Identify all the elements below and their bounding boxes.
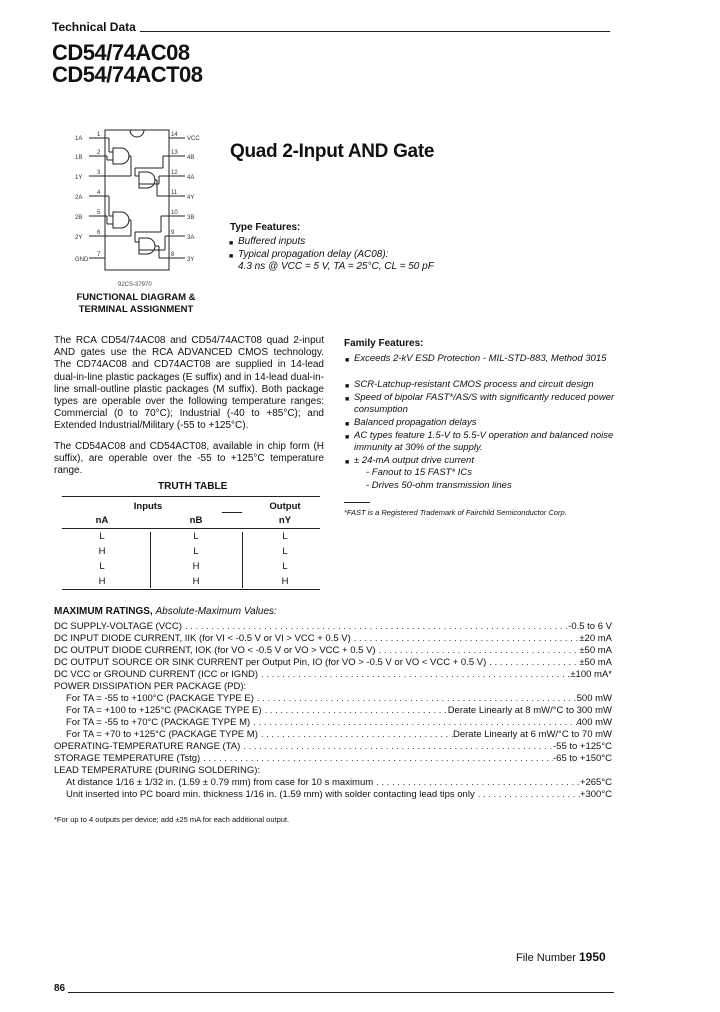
rating-label: STORAGE TEMPERATURE (Tstg) xyxy=(54,753,201,764)
file-number-value: 1950 xyxy=(578,950,606,964)
rating-label: DC VCC or GROUND CURRENT (ICC or IGND) xyxy=(54,669,259,680)
rating-row xyxy=(66,729,612,740)
rating-value: ±100 mA* xyxy=(570,669,612,680)
type-feature-item: ■ Buffered inputs xyxy=(238,235,305,248)
rating-value: -65 to +150°C xyxy=(553,753,612,764)
truth-table-cell: H xyxy=(192,561,200,572)
page-number: 86 xyxy=(54,983,66,994)
pin-number-left: 4 xyxy=(97,190,101,196)
family-sub-item: - Drives 50-ohm transmission lines xyxy=(366,480,512,491)
rating-label: For TA = -55 to +100°C (PACKAGE TYPE E) xyxy=(66,693,254,704)
rating-row xyxy=(66,693,612,704)
truth-table-cell: H xyxy=(192,576,200,587)
rating-value: 500 mW xyxy=(576,693,612,704)
truth-table-cell: L xyxy=(282,531,288,542)
truth-table-cell: H xyxy=(281,576,289,587)
description-para: The RCA CD54/74AC08 and CD54/74ACT08 quad 2-input AND gates use the RCA ADVANCED CMOS technology. The CD74AC08 and CD74ACT08 are supplied in 14-lead dual-in-line plastic packages (E suffix) and in 14-lead dual-in-line small-outline plastic packages (M suffix). Both package types are operable over the following temperature ranges: Commercial (0 to 70°C); Industrial (-40 to +85°C); and Extended Industrial/Military (-55 to +125°C). xyxy=(54,335,324,432)
pin-label-left: GND xyxy=(75,257,89,263)
rating-value: -0.5 to 6 V xyxy=(568,621,612,632)
pin-number-left: 6 xyxy=(97,230,101,236)
rating-label: POWER DISSIPATION PER PACKAGE (PD): xyxy=(54,681,247,692)
rating-label: For TA = +100 to +125°C (PACKAGE TYPE E) xyxy=(66,705,262,716)
rating-label: OPERATING-TEMPERATURE RANGE (TA) xyxy=(54,741,241,752)
truth-table-col-header: nB xyxy=(189,515,203,526)
truth-table-col-header: nY xyxy=(278,515,292,526)
family-feature-item: ■ Speed of bipolar FAST*/AS/S with significantly reduced power consumption xyxy=(354,392,634,415)
pin-label-right: VCC xyxy=(187,136,200,142)
header-rule xyxy=(140,31,610,32)
table-rule xyxy=(62,528,320,529)
pin-label-right: 4B xyxy=(187,155,195,161)
pin-label-right: 3B xyxy=(187,215,195,221)
pin-label-right: 4Y xyxy=(187,195,195,201)
rating-row xyxy=(54,621,612,632)
rating-label: For TA = +70 to +125°C (PACKAGE TYPE M) xyxy=(66,729,258,740)
and-gate-2 xyxy=(105,196,131,236)
rating-value: Derate Linearly at 8 mW/°C to 300 mW xyxy=(447,705,612,716)
ratings-footnote: *For up to 4 outputs per device; add ±25 mA for each additional output. xyxy=(54,815,290,824)
truth-table-cell: L xyxy=(193,531,199,542)
pin-number-right: 13 xyxy=(171,150,178,156)
pin-number-left: 2 xyxy=(97,150,101,156)
rating-row xyxy=(54,753,612,764)
part-number-2: CD54/74ACT08 xyxy=(52,62,203,87)
rating-value: Derate Linearly at 6 mW/°C to 70 mW xyxy=(452,729,612,740)
part-number-1: CD54/74AC08 xyxy=(52,40,190,65)
diagram-code: 92CS-37970 xyxy=(118,282,152,288)
pin-label-left: 2A xyxy=(75,195,83,201)
truth-table-group-header: Inputs xyxy=(133,501,163,512)
rating-row xyxy=(66,789,612,800)
functional-diagram xyxy=(75,128,205,283)
truth-table-cell: L xyxy=(193,546,199,557)
truth-table-group-header: Output xyxy=(269,501,301,512)
max-ratings-heading: MAXIMUM RATINGS, xyxy=(54,606,153,617)
rating-label: DC OUTPUT SOURCE OR SINK CURRENT per Output Pin, IO (for VO > -0.5 V or VO < VCC + 0.5 V) xyxy=(54,657,487,668)
rating-row xyxy=(54,669,612,680)
type-feature-detail: 4.3 ns @ VCC = 5 V, TA = 25°C, CL = 50 pF xyxy=(238,261,434,272)
pin-label-right: 4A xyxy=(187,175,195,181)
pin-label-left: 1B xyxy=(75,155,83,161)
file-number xyxy=(516,950,606,964)
rating-row xyxy=(66,717,612,728)
table-divider xyxy=(242,532,243,588)
pin-label-left: 1A xyxy=(75,136,83,142)
rating-label: LEAD TEMPERATURE (DURING SOLDERING): xyxy=(54,765,261,776)
rating-label: DC SUPPLY-VOLTAGE (VCC) xyxy=(54,621,182,632)
family-sub-item: - Fanout to 15 FAST* ICs xyxy=(366,467,472,478)
rating-value: ±50 mA xyxy=(579,645,612,656)
rating-value: -55 to +125°C xyxy=(553,741,612,752)
family-feature-item: ■ SCR-Latchup-resistant CMOS process and circuit design xyxy=(354,379,634,391)
rating-value: +300°C xyxy=(579,789,612,800)
pin-label-left: 2B xyxy=(75,215,83,221)
pin-number-left: 1 xyxy=(97,132,101,138)
family-feature-item: ■ AC types feature 1.5-V to 5.5-V operation and balanced noise immunity at 30% of the supply. xyxy=(354,430,634,453)
and-gate-3 xyxy=(135,156,169,196)
truth-table-title: TRUTH TABLE xyxy=(158,481,228,492)
trademark-note: *FAST is a Registered Trademark of Fairchild Semiconductor Corp. xyxy=(344,508,567,517)
family-features-title: Family Features: xyxy=(344,338,424,349)
pin-number-left: 3 xyxy=(97,170,101,176)
type-features-title: Type Features: xyxy=(230,222,301,233)
table-rule xyxy=(62,589,320,590)
rating-label: DC INPUT DIODE CURRENT, IIK (for VI < -0.5 V or VI > VCC + 0.5 V) xyxy=(54,633,351,644)
max-ratings-subtitle: Absolute-Maximum Values: xyxy=(155,606,277,617)
truth-table-cell: L xyxy=(282,546,288,557)
diagram-caption-line: TERMINAL ASSIGNMENT xyxy=(78,304,194,315)
page-title: Quad 2-Input AND Gate xyxy=(230,141,435,162)
max-ratings-title xyxy=(54,606,277,617)
rating-row xyxy=(54,657,612,668)
section-label: Technical Data xyxy=(52,20,136,34)
pin-number-right: 12 xyxy=(171,170,178,176)
pin-label-left: 1Y xyxy=(75,175,83,181)
rating-row xyxy=(54,741,612,752)
truth-table-cell: L xyxy=(99,531,105,542)
pin-label-left: 2Y xyxy=(75,235,83,241)
truth-table-cell: H xyxy=(98,546,106,557)
pin-number-left: 5 xyxy=(97,210,101,216)
rating-value: 400 mW xyxy=(576,717,612,728)
truth-table-cell: H xyxy=(98,576,106,587)
family-feature-item: ■ Exceeds 2-kV ESD Protection - MIL-STD-883, Method 3015 xyxy=(354,353,634,365)
footnote-rule xyxy=(344,502,370,503)
truth-table-cell: L xyxy=(282,561,288,572)
and-gate-1 xyxy=(105,138,131,176)
truth-table-col-header: nA xyxy=(95,515,109,526)
file-number-label: File Number xyxy=(516,952,576,964)
pin-number-right: 8 xyxy=(171,252,175,258)
family-feature-item: ■ ± 24-mA output drive current xyxy=(354,455,634,467)
rating-value: ±20 mA xyxy=(579,633,612,644)
pin-number-right: 14 xyxy=(171,132,178,138)
and-gate-4 xyxy=(135,216,169,258)
diagram-caption xyxy=(66,292,206,316)
rating-value: +265°C xyxy=(579,777,612,788)
rating-label: DC OUTPUT DIODE CURRENT, IOK (for VO < -0.5 V or VO > VCC + 0.5 V) xyxy=(54,645,376,656)
rating-label: For TA = -55 to +70°C (PACKAGE TYPE M) xyxy=(66,717,251,728)
table-rule xyxy=(62,496,320,497)
rating-row xyxy=(54,681,612,692)
truth-table-cell: L xyxy=(99,561,105,572)
footer-rule xyxy=(68,992,614,993)
rating-label: At distance 1/16 ± 1/32 in. (1.59 ± 0.79 mm) from case for 10 s maximum xyxy=(66,777,374,788)
pin-label-right: 3A xyxy=(187,235,195,241)
pin-number-right: 11 xyxy=(171,190,178,196)
pin-number-right: 10 xyxy=(171,210,178,216)
rating-row xyxy=(54,645,612,656)
rating-value: ±50 mA xyxy=(579,657,612,668)
pin-label-right: 3Y xyxy=(187,257,195,263)
rating-row xyxy=(54,633,612,644)
description-para: The CD54AC08 and CD54ACT08, available in chip form (H suffix), are operable over the -55 to +125°C temperature range. xyxy=(54,441,324,477)
pin-number-left: 7 xyxy=(97,252,101,258)
rating-label: Unit inserted into PC board min. thickness 1/16 in. (1.59 mm) with solder contacting lead tips only xyxy=(66,789,475,800)
table-rule xyxy=(222,512,242,513)
rating-row xyxy=(66,705,612,716)
diagram-caption-line: FUNCTIONAL DIAGRAM & xyxy=(76,292,196,303)
type-feature-item: ■ Typical propagation delay (AC08): xyxy=(238,248,388,261)
pin-number-right: 9 xyxy=(171,230,175,236)
table-divider xyxy=(150,532,151,588)
family-feature-item: ■ Balanced propagation delays xyxy=(354,417,634,429)
rating-row xyxy=(54,765,612,776)
rating-row xyxy=(66,777,612,788)
